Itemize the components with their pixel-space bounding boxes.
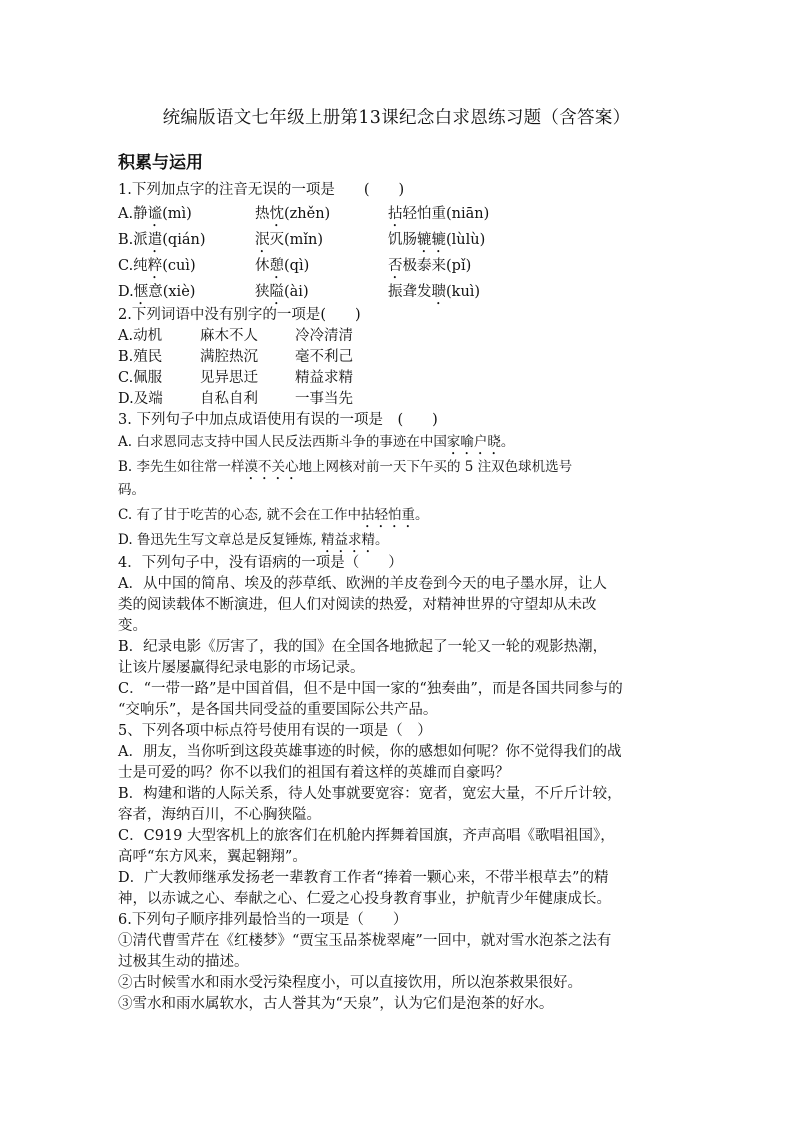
q6-line: ③雪水和雨水属软水，古人誉其为“天泉”，认为它们是泡茶的好水。 bbox=[118, 996, 554, 1012]
q4-line: B．纪录电影《厉害了，我的国》在全国各地掀起了一轮又一轮的观影热潮， bbox=[118, 639, 608, 655]
q4-stem: 4．下列句子中，没有语病的一项是（ ） bbox=[118, 555, 403, 571]
q1-option-b: B.派遣(qián) bbox=[118, 232, 206, 248]
q4-line: A．从中国的简帛、埃及的莎草纸、欧洲的羊皮卷到今天的电子墨水屏，让人 bbox=[118, 576, 607, 592]
q3-option-c: C. 有了甘于吃苦的心态, 就不会在工作中拈轻怕重。 bbox=[118, 507, 429, 523]
q5-line: 容者，海纳百川，不心胸狭隘。 bbox=[118, 807, 321, 823]
q6-stem: 6.下列句子顺序排列最恰当的一项是（ ） bbox=[118, 912, 408, 928]
q6-line: 过极其生动的描述。 bbox=[118, 954, 249, 970]
q5-line: 士是可爱的吗？你不以我们的祖国有着这样的英雄而自豪吗？ bbox=[118, 765, 510, 781]
q3-option-d: D. 鲁迅先生写文章总是反复锤炼, 精益求精。 bbox=[118, 532, 389, 548]
q2-option-b-word3: 毫不利己 bbox=[295, 349, 353, 365]
q2-option-c: C.佩服 bbox=[118, 370, 163, 386]
q2-option-a: A.动机 bbox=[118, 328, 163, 344]
q2-option-b-word2: 满腔热沉 bbox=[200, 349, 258, 365]
q5-line: 神，以赤诚之心、奉献之心、仁爱之心投身教育事业，护航青少年健康成长。 bbox=[118, 891, 611, 907]
q5-line: A．朋友，当你听到这段英雄事迹的时候，你的感想如何呢？你不觉得我们的战 bbox=[118, 744, 622, 760]
q4-line: 让该片屡屡赢得纪录电影的市场记录。 bbox=[118, 660, 365, 676]
q2-option-c-word2: 见异思迁 bbox=[200, 370, 258, 386]
q1-option-c-word3: 否极泰来(pǐ) bbox=[388, 258, 472, 274]
q5-line: C．C919 大型客机上的旅客们在机舱内挥舞着国旗，齐声高唱《歌唱祖国》， bbox=[118, 828, 615, 844]
q2-option-c-word3: 精益求精 bbox=[295, 370, 353, 386]
q1-option-a: A.静谧(mì) bbox=[118, 206, 192, 222]
q2-option-d-word3: 一事当先 bbox=[295, 391, 353, 407]
q3-option-a: A. 白求恩同志支持中国人民反法西斯斗争的事迹在中国家喻户晓。 bbox=[118, 434, 515, 450]
q1-stem: 1.下列加点字的注音无误的一项是 ( ) bbox=[118, 182, 405, 198]
q1-option-c-word2: 休憩(qì) bbox=[255, 258, 310, 274]
q1-option-a-word3: 拈轻怕重(niān) bbox=[388, 206, 490, 222]
q5-line: B．构建和谐的人际关系，待人处事就要宽容：宽者，宽宏大量，不斤斤计较， bbox=[118, 786, 622, 802]
q1-option-b-word2: 泯灭(mǐn) bbox=[255, 232, 324, 248]
q6-line: ②古时候雪水和雨水受污染程度小，可以直接饮用，所以泡茶救果很好。 bbox=[118, 975, 582, 991]
q5-line: D．广大教师继承发扬老一辈教育工作者“捧着一颗心来，不带半根草去”的精 bbox=[118, 870, 609, 886]
q4-line: 类的阅读载体不断演进，但人们对阅读的热爱，对精神世界的守望却从未改 bbox=[118, 597, 597, 613]
q2-option-d: D.及端 bbox=[118, 391, 163, 407]
q1-option-b-word3: 饥肠辘辘(lùlù) bbox=[388, 232, 486, 248]
q4-line: “交响乐”，是各国共同受益的重要国际公共产品。 bbox=[118, 702, 438, 718]
document-title: 统编版语文七年级上册第13课纪念白求恩练习题（含答案） bbox=[162, 108, 631, 128]
q3-option-b: B. 李先生如往常一样漠不关心地上网核对前一天下午买的 5 注双色球机选号 bbox=[118, 459, 573, 475]
q2-option-a-word2: 麻木不人 bbox=[200, 328, 258, 344]
q1-option-c: C.纯粹(cuì) bbox=[118, 258, 196, 274]
q2-option-a-word3: 冷冷清清 bbox=[295, 328, 353, 344]
q1-option-d-word2: 狭隘(ài) bbox=[255, 284, 309, 300]
q2-option-d-word2: 自私自利 bbox=[200, 391, 258, 407]
q5-line: 高呼“东方风来，翼起翱翔”。 bbox=[118, 849, 307, 865]
q1-option-a-word2: 热忱(zhěn) bbox=[255, 206, 331, 222]
section-heading: 积累与运用 bbox=[118, 153, 203, 173]
q3-stem: 3. 下列句子中加点成语使用有误的一项是 ( ) bbox=[118, 412, 438, 428]
q1-option-d: D.惬意(xiè) bbox=[118, 284, 196, 300]
q3-option-b-cont: 码。 bbox=[118, 482, 145, 498]
q6-line: ①清代曹雪芹在《红楼梦》“贾宝玉品茶栊翠庵”一回中，就对雪水泡茶之法有 bbox=[118, 933, 612, 949]
q4-line: 变。 bbox=[118, 618, 147, 634]
q1-option-d-word3: 振聋发聩(kuì) bbox=[388, 284, 481, 300]
q2-option-b: B.殖民 bbox=[118, 349, 163, 365]
q2-stem: 2.下列词语中没有别字的一项是( ) bbox=[118, 307, 361, 323]
q5-stem: 5、下列各项中标点符号使用有误的一项是（ ） bbox=[118, 723, 432, 739]
q4-line: C．“一带一路”是中国首倡，但不是中国一家的“独奏曲”，而是各国共同参与的 bbox=[118, 681, 623, 697]
